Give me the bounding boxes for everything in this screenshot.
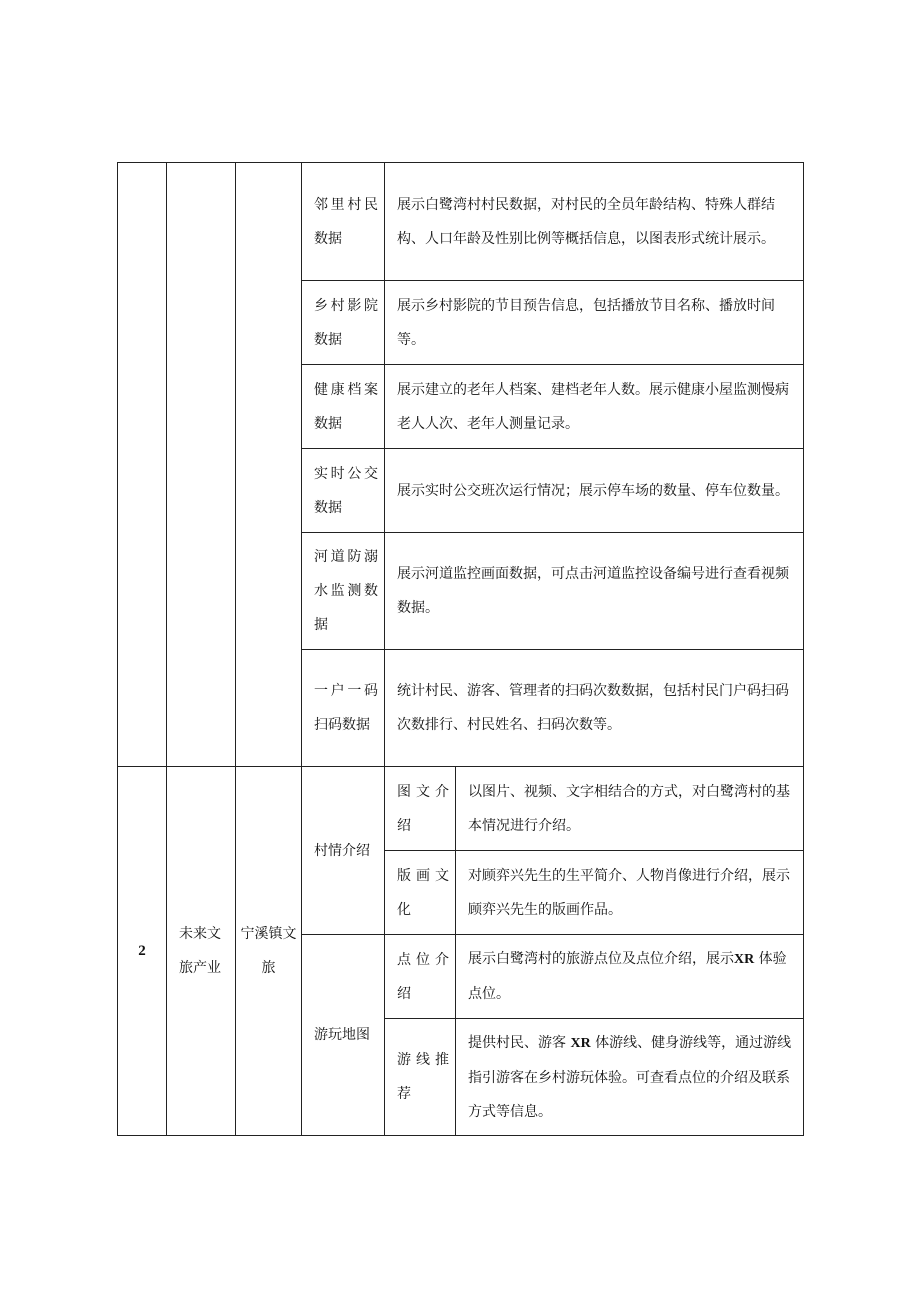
sub-function-label: 图文介绍 [385,767,456,851]
function-label: 河道防溺水监测数据 [302,533,385,650]
sub-function-label: 游线推荐 [385,1019,456,1136]
desc-text: 提供村民、游客 [468,1034,571,1051]
function-label: 一户一码扫码数据 [302,650,385,767]
function-description: 统计村民、游客、管理者的扫码次数数据，包括村民门户码扫码次数排行、村民姓名、扫码次数等。 [385,650,804,767]
system-label: 宁溪镇文旅 [236,767,302,1136]
table-row [118,767,804,851]
function-table [117,162,804,1136]
function-description: 展示白鹭湾村村民数据，对村民的全员年龄结构、特殊人群结构、人口年龄及性别比例等概括信息，以图表形式统计展示。 [385,163,804,281]
category-cell [167,163,236,767]
function-label: 实时公交数据 [302,449,385,533]
function-description: 展示乡村影院的节目预告信息，包括播放节目名称、播放时间等。 [385,281,804,365]
desc-text: 体验点位。 [468,951,787,1002]
table-row [118,163,804,281]
section-number: 2 [118,767,167,1136]
function-description [456,1019,804,1136]
module-label: 村情介绍 [302,767,385,935]
function-label: 乡村影院数据 [302,281,385,365]
sub-function-label: 版画文化 [385,851,456,935]
desc-bold: XR [734,952,755,967]
function-description: 展示河道监控画面数据，可点击河道监控设备编号进行查看视频数据。 [385,533,804,650]
system-cell [236,163,302,767]
desc-text: 展示白鹭湾村的旅游点位及点位介绍，展示 [468,951,734,967]
function-description: 展示建立的老年人档案、建档老年人数。展示健康小屋监测慢病老人人次、老年人测量记录。 [385,365,804,449]
function-label: 健康档案数据 [302,365,385,449]
function-description [456,935,804,1019]
number-cell [118,163,167,767]
function-label: 邻里村民数据 [302,163,385,281]
category-label: 未来文旅产业 [167,767,236,1136]
sub-function-label: 点位介绍 [385,935,456,1019]
function-description: 对顾弈兴先生的生平简介、人物肖像进行介绍，展示顾弈兴先生的版画作品。 [456,851,804,935]
module-label: 游玩地图 [302,935,385,1136]
desc-text: 体游线、健身游线等，通过游线指引游客在乡村游玩体验。可查看点位的介绍及联系方式等信息。 [468,1034,792,1120]
function-description: 以图片、视频、文字相结合的方式，对白鹭湾村的基本情况进行介绍。 [456,767,804,851]
function-description: 展示实时公交班次运行情况；展示停车场的数量、停车位数量。 [385,449,804,533]
desc-bold: XR [570,1035,591,1051]
